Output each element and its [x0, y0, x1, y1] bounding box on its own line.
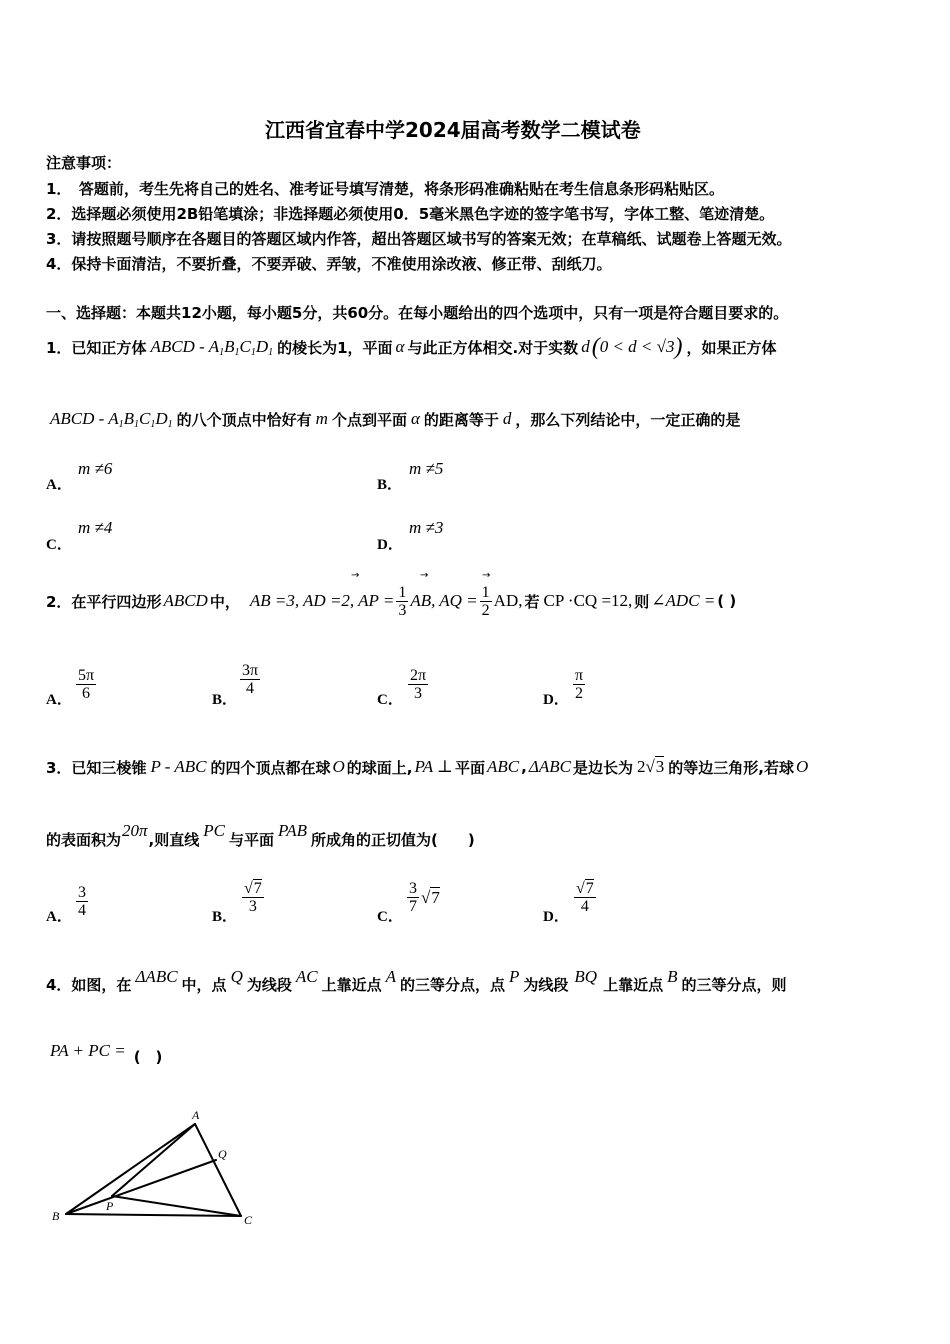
q3-option-b-label: B． — [212, 909, 238, 925]
q2-fraction-2: $\frac{1}{2}$ — [481, 583, 490, 619]
notice-item-4: 4．保持卡面清洁，不要折叠，不要弄破、弄皱，不准使用涂改液、修正带、刮纸刀。 — [46, 255, 612, 273]
q3-option-c: $\frac{3}{7}$ √7 — [409, 880, 440, 915]
page-title: 江西省宜春中学2024届高考数学二模试卷 — [265, 118, 641, 142]
q1-option-b-label: B． — [377, 477, 403, 493]
question-3-line-1: 3．已知三棱锥 P - ABC 的四个顶点都在球 O 的球面上, PA ⊥ 平面 ABC , ΔABC 是边长为 2√3 的等边三角形,若球 O — [46, 757, 809, 777]
label-a: A — [192, 1108, 200, 1122]
q2-option-d-label: D． — [543, 692, 569, 708]
q2-condition-2: AB, AQ = — [410, 591, 478, 610]
q2-option-b: $\frac{3\pi}{4}$ — [242, 662, 259, 697]
label-p: P — [106, 1199, 114, 1213]
q2-option-b-label: B． — [212, 692, 238, 708]
question-3-line-2: 的表面积为 20π ,则直线 PC 与平面 PAB 所成角的正切值为( ) — [46, 821, 475, 849]
q2-fraction-1: $\frac{1}{3}$ — [398, 583, 407, 619]
q3-number: 3．已知三棱锥 — [46, 758, 147, 777]
q2-option-a-label: A． — [46, 692, 72, 708]
question-2: 2．在平行四边形 ABCD 中， AB =3, AD =2, AP = $\frac{1}{3}$ AB, AQ = $\frac{1}{2}$ AD, 若 CP ·CQ =12, 则 ∠ADC = ( ) — [46, 583, 737, 619]
label-q: Q — [218, 1147, 227, 1161]
q3-option-b: $\frac{√7}{3}$ — [244, 880, 262, 915]
notice-heading: 注意事项： — [46, 154, 122, 172]
edge-bc — [66, 1214, 241, 1216]
segment-bq — [66, 1160, 216, 1214]
question-4-line-2: PA + PC = ( ) — [50, 1040, 163, 1066]
label-b: B — [52, 1209, 60, 1223]
q4-number: 4．如图，在 — [46, 975, 132, 994]
q2-option-a: $\frac{5\pi}{6}$ — [78, 667, 95, 702]
section-heading: 一、选择题：本题共12小题，每小题5分，共60分。在每小题给出的四个选项中，只有一项是符合题目要求的。 — [46, 304, 789, 322]
q1-option-a: m ≠6 — [78, 459, 113, 478]
vector-arrow-aq: → — [482, 570, 491, 581]
q2-option-d: $\frac{\pi}{2}$ — [575, 667, 584, 702]
q1-option-a-label: A． — [46, 477, 72, 493]
question-1-line-2: ABCD - $A_1B_1C_1D_1$ 的八个顶点中恰好有 m 个点到平面 α 的距离等于 d ，那么下列结论中，一定正确的是 — [50, 408, 741, 430]
q1-option-c: m ≠4 — [78, 518, 113, 537]
q2-dot-product: CP ·CQ =12, — [543, 591, 633, 610]
q1-option-d: m ≠3 — [409, 518, 444, 537]
question-1-line-1: 1．已知正方体 ABCD - $A_1B_1C_1D_1$ 的棱长为1，平面 α 与此正方体相交.对于实数 d ( 0 < d < √3 ) ，如果正方体 — [46, 333, 777, 360]
q3-option-a-label: A． — [46, 909, 72, 925]
notice-item-1: 1． 答题前，考生先将自己的姓名、准考证号填写清楚，将条形码准确粘贴在考生信息条形码粘贴区。 — [46, 180, 724, 198]
q2-condition-3: AD, — [493, 591, 523, 610]
q1-option-b: m ≠5 — [409, 459, 444, 478]
q1-m: m — [315, 409, 328, 428]
vector-arrow-ap: → — [420, 570, 429, 581]
q3-area: 20π — [122, 821, 148, 840]
q2-condition-1: AB =3, AD =2, AP = — [249, 591, 395, 610]
notice-item-2: 2．选择题必须使用2B铅笔填涂；非选择题必须使用0．5毫米黑色字迹的签字笔书写，字体工整、笔迹清楚。 — [46, 205, 775, 223]
q1-option-c-label: C． — [46, 537, 72, 553]
q1-cube-name: ABCD - $A_1B_1C_1D_1$ — [150, 336, 274, 358]
q1-option-d-label: D． — [377, 537, 403, 553]
q2-number: 2．在平行四边形 — [46, 592, 162, 611]
notice-item-3: 3．请按照题号顺序在各题目的答题区域内作答，超出答题区域书写的答案无效；在草稿纸、试题卷上答题无效。 — [46, 230, 792, 248]
edge-ba — [66, 1124, 195, 1214]
label-c: C — [244, 1213, 253, 1227]
q1-number: 1．已知正方体 — [46, 338, 147, 357]
q1-d: d — [581, 337, 590, 356]
vector-arrow-ad: → — [351, 570, 360, 581]
q1-alpha: α — [395, 337, 405, 356]
edge-ac — [195, 1124, 241, 1216]
q1-cube-name-2: ABCD - $A_1B_1C_1D_1$ — [50, 408, 173, 430]
q4-expression: PA + PC = — [50, 1040, 126, 1060]
q2-angle: ∠ADC = — [651, 591, 716, 610]
q2-option-c-label: C． — [377, 692, 403, 708]
q2-option-c: $\frac{2\pi}{3}$ — [410, 667, 427, 702]
q3-option-c-label: C． — [377, 909, 403, 925]
q3-option-d-label: D． — [543, 909, 569, 925]
q1-condition: 0 < d < √3 — [599, 337, 675, 356]
question-4-line-1: 4．如图，在 ΔABC 中，点 Q 为线段 AC 上靠近点 A 的三等分点，点 P 为线段 BQ 上靠近点 B 的三等分点，则 — [46, 967, 787, 994]
q3-option-d: $\frac{√7}{4}$ — [576, 880, 594, 915]
q4-triangle-figure — [40, 1100, 270, 1235]
segment-pa — [112, 1124, 195, 1196]
segment-pc — [112, 1196, 241, 1216]
q3-side: 2√3 — [636, 757, 665, 776]
q3-option-a: $\frac{3}{4}$ — [78, 884, 86, 919]
